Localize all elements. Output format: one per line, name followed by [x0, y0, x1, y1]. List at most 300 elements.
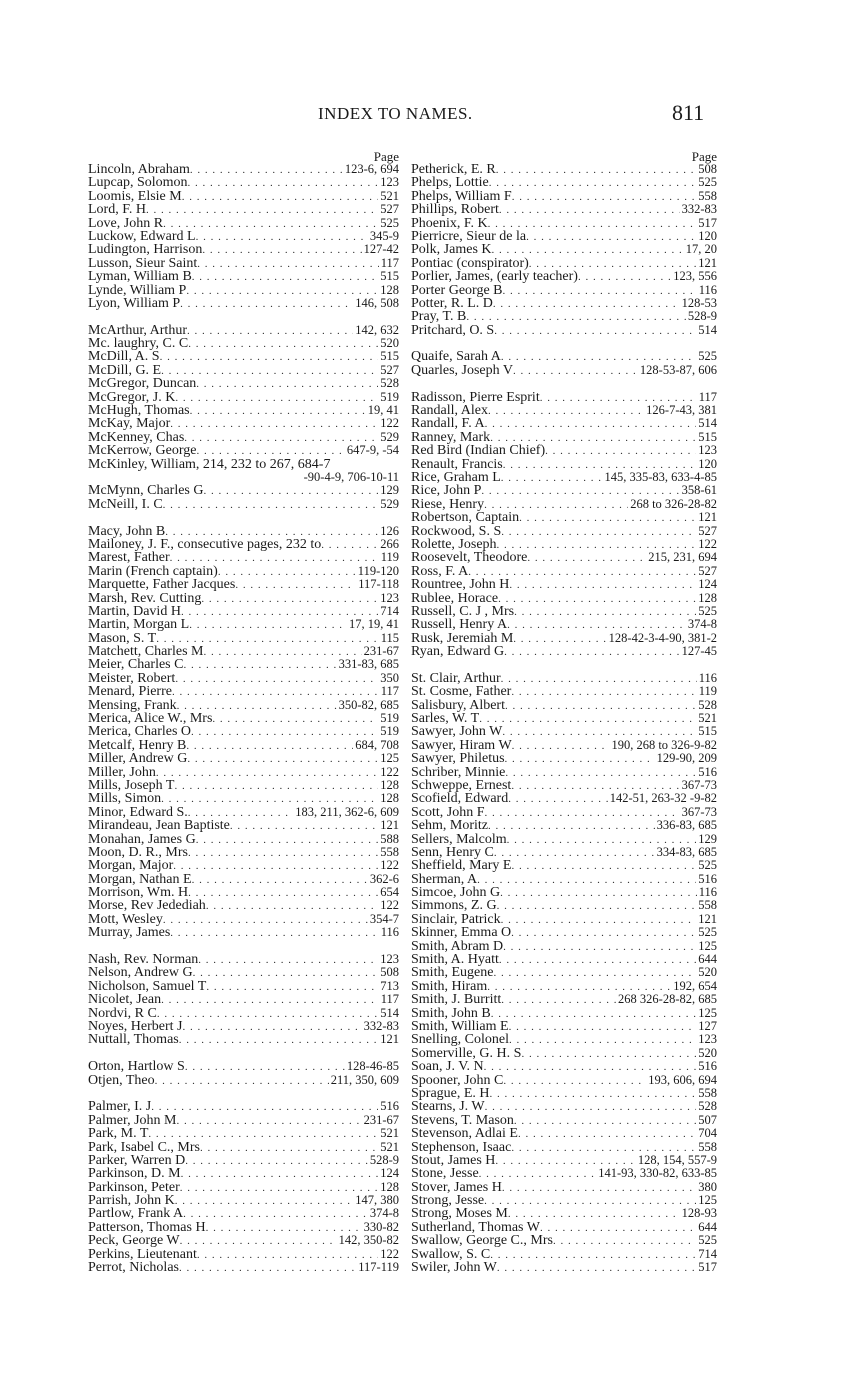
index-entry [411, 980, 717, 993]
entry-name: Schweppe, Ernest [411, 778, 512, 793]
index-entry [88, 618, 399, 631]
index-entry [88, 324, 399, 337]
entry-name: Lynde, William P [88, 283, 187, 297]
dot-leader [526, 231, 696, 243]
entry-pages: 116 [380, 926, 399, 940]
dot-leader [492, 244, 684, 256]
entry-name: Miller, Andrew G [88, 752, 188, 766]
dot-leader [495, 1155, 635, 1167]
index-letter-group [88, 953, 399, 1047]
entry-pages: 129-90, 209 [656, 752, 717, 766]
index-entry [88, 270, 399, 283]
dot-leader [494, 847, 655, 859]
dot-leader [494, 325, 696, 337]
entry-name: McKay, Major [88, 417, 171, 431]
index-entry [411, 605, 717, 618]
index-entry [411, 1007, 717, 1020]
entry-name: Soan, J. V. N [411, 1060, 484, 1074]
dot-leader [512, 740, 610, 752]
entry-pages: 525 [698, 926, 717, 940]
index-entry [411, 632, 717, 645]
entry-name: Marsh, Rev. Cutting [88, 591, 202, 605]
entry-pages: 514 [698, 417, 717, 431]
index-entry [411, 1194, 717, 1207]
entry-pages: 517 [698, 216, 717, 230]
entry-name: Meier, Charles C [88, 658, 184, 672]
dot-leader [212, 713, 378, 725]
index-entry [411, 243, 717, 256]
entry-pages: 141-93, 330-82, 633-85 [598, 1167, 717, 1181]
index-entry [88, 1074, 399, 1087]
entry-name: Parker, Warren D [88, 1153, 186, 1168]
entry-name: Red Bird (Indian Chief) [411, 444, 546, 458]
entry-pages: 128 [698, 591, 717, 605]
index-entry [88, 217, 399, 230]
entry-name: Smith, Abram D [411, 939, 504, 954]
dot-leader [218, 566, 356, 578]
index-entry [411, 270, 717, 283]
entry-name: Phoenix, F. K [411, 216, 488, 230]
entry-pages: 525 [698, 350, 717, 364]
entry-pages: 128, 154, 557-9 [637, 1153, 717, 1167]
entry-pages: 525 [698, 604, 717, 618]
entry-pages: 654 [380, 886, 399, 900]
dot-leader [503, 459, 696, 471]
entry-pages: 334-83, 685 [656, 845, 717, 859]
entry-name: Parkinson, Peter [88, 1180, 180, 1195]
entry-name: Mills, Joseph T [88, 778, 175, 793]
index-entry [88, 819, 399, 832]
index-entry [411, 926, 717, 939]
entry-name: Mason, S. T [88, 631, 157, 646]
entry-name: Mensing, Frank [88, 698, 177, 713]
entry-name: Smith, A. Hyatt [411, 953, 499, 967]
index-entry [88, 176, 399, 189]
entry-pages: 684, 708 [355, 738, 399, 752]
entry-name: Sarles, W. T [411, 712, 480, 726]
entry-pages: 527 [380, 203, 399, 217]
dot-leader [508, 793, 608, 805]
index-entry [88, 1194, 399, 1207]
dot-leader [155, 1075, 329, 1087]
dot-leader [175, 392, 378, 404]
entry-pages: 123, 556 [673, 270, 717, 284]
dot-leader [161, 793, 378, 805]
dot-leader [196, 834, 379, 846]
index-entry [411, 364, 717, 377]
dot-leader [201, 593, 378, 605]
dot-leader [197, 258, 378, 270]
index-entry [88, 1261, 399, 1274]
entry-pages: 126-7-43, 381 [646, 404, 717, 418]
entry-name: Menard, Pierre [88, 685, 172, 699]
dot-leader [553, 1235, 696, 1247]
dot-leader [185, 1155, 368, 1167]
entry-name: Partlow, Frank A [88, 1207, 184, 1221]
entry-name: Sawyer, Hiram W [411, 738, 512, 753]
entry-pages: 367-73 [681, 778, 717, 792]
entry-pages: 128 [380, 792, 399, 806]
dot-leader [174, 780, 378, 792]
entry-name: Stevenson, Adlai E [411, 1127, 518, 1141]
entry-pages: 127 [698, 1020, 717, 1033]
entry-name: Russell, C. J , Mrs [411, 604, 515, 619]
entry-name: Mailoney, J. F., consecutive pages, 232 to [88, 537, 322, 552]
index-letter-group [411, 350, 717, 377]
entry-pages: 231-67 [363, 1113, 399, 1127]
entry-name: Martin, Morgan L [88, 618, 190, 632]
dot-leader [204, 485, 379, 497]
entry-pages: 374-8 [687, 618, 717, 632]
index-entry [411, 176, 717, 189]
entry-pages: 528-9 [687, 310, 717, 324]
entry-name: Marquette, Father Jacques [88, 578, 236, 592]
dot-leader [196, 231, 368, 243]
index-entry [411, 806, 717, 819]
entry-name: Matchett, Charles M [88, 645, 204, 659]
dot-leader [170, 418, 378, 430]
dot-leader [490, 1249, 696, 1261]
dot-leader [165, 526, 378, 538]
entry-name: Phillips, Robert [411, 203, 499, 217]
entry-name: Orton, Hartlow S [88, 1060, 185, 1074]
dot-leader [180, 1182, 378, 1194]
dot-leader [488, 405, 644, 417]
dot-leader [519, 512, 696, 524]
entry-pages: 354-7 [369, 912, 399, 926]
index-entry [88, 190, 399, 203]
index-entry [88, 1020, 399, 1033]
index-entry [411, 350, 717, 363]
dot-leader [170, 552, 379, 564]
entry-name: Martin, David H [88, 604, 181, 619]
entry-pages: 362-6 [369, 872, 399, 886]
entry-name: Randall, Alex [411, 404, 488, 418]
index-entry [411, 685, 717, 698]
dot-leader [188, 887, 378, 899]
dot-leader [163, 218, 378, 230]
entry-pages: 514 [380, 1006, 399, 1020]
dot-leader [187, 325, 353, 337]
entry-name: Sawyer, John W [411, 725, 503, 739]
index-entry [411, 1100, 717, 1113]
index-entry [411, 444, 717, 457]
dot-leader [188, 807, 294, 819]
entry-name: McMynn, Charles G [88, 484, 204, 498]
index-entry [88, 1141, 399, 1154]
entry-pages: 268 326-28-82, 685 [618, 993, 717, 1007]
dot-leader [488, 218, 697, 230]
entry-pages: 527 [698, 564, 717, 578]
entry-pages: 527 [698, 524, 717, 538]
dot-leader [481, 485, 679, 497]
entry-pages: 558 [698, 1086, 717, 1100]
index-entry [411, 190, 717, 203]
dot-leader [540, 392, 697, 404]
index-entry [88, 203, 399, 216]
dot-leader [487, 981, 671, 993]
entry-name: Pritchard, O. S [411, 323, 495, 338]
dot-leader [503, 941, 696, 953]
entry-name: Love, John R [88, 216, 164, 230]
entry-name: Ross, F. A [411, 564, 469, 579]
entry-name: Lupcap, Solomon [88, 176, 188, 190]
entry-name: McHugh, Thomas [88, 404, 190, 418]
dot-leader [484, 1061, 697, 1073]
dot-leader [177, 700, 337, 712]
dot-leader [196, 445, 344, 457]
entry-pages: 332-83 [363, 1020, 399, 1033]
index-entry [411, 1181, 717, 1194]
entry-name: Monahan, James G [88, 832, 196, 846]
entry-name: Rice, John P [411, 484, 482, 498]
entry-pages: 367-73 [681, 805, 717, 819]
entry-name: Swiler, John W [411, 1261, 497, 1275]
index-entry [411, 940, 717, 953]
entry-pages: 128-53 [681, 296, 717, 310]
entry-name: Rockwood, S. S [411, 524, 502, 538]
dot-leader [196, 378, 378, 390]
entry-name: Lusson, Sieur Saint [88, 256, 198, 271]
dot-leader [197, 1249, 378, 1261]
index-entry [88, 886, 399, 899]
index-entry [88, 578, 399, 591]
entry-name: Russell, Henry A [411, 618, 508, 632]
dot-leader [190, 164, 343, 176]
dot-leader [527, 552, 646, 564]
entry-pages: 527 [380, 363, 399, 377]
entry-pages: 125 [698, 1194, 717, 1208]
entry-pages: 127-42 [363, 243, 399, 257]
entry-name: Roosevelt, Theodore [411, 551, 528, 565]
entry-name: Simcoe, John G [411, 886, 501, 900]
dot-leader [490, 1088, 697, 1100]
dot-leader [503, 1075, 646, 1087]
entry-name: Phelps, William F [411, 189, 512, 204]
entry-name: Randall, F. A [411, 417, 485, 431]
index-entry [411, 1141, 717, 1154]
dot-leader [183, 1208, 368, 1220]
index-entry [88, 899, 399, 912]
dot-leader [479, 713, 696, 725]
entry-pages: 332-83 [681, 203, 717, 217]
entry-pages: 521 [380, 1140, 399, 1154]
entry-pages: 117 [698, 390, 717, 404]
dot-leader [484, 499, 628, 511]
index-entry [88, 1181, 399, 1194]
entry-pages: 508 [380, 966, 399, 980]
dot-leader [485, 1101, 697, 1113]
index-entry [411, 859, 717, 872]
index-entry [88, 391, 399, 404]
dot-leader [188, 177, 379, 189]
index-entry [88, 364, 399, 377]
dot-leader [507, 834, 697, 846]
index-entry [88, 1033, 399, 1046]
entry-pages: 146, 508 [355, 296, 399, 310]
entry-pages: 330-82 [363, 1220, 399, 1234]
entry-name: Quaife, Sarah A [411, 350, 501, 364]
entry-name: Metcalf, Henry B [88, 738, 187, 753]
entry-pages: 116 [698, 671, 717, 685]
index-entry [88, 377, 399, 390]
entry-pages: 122 [380, 859, 399, 873]
index-entry [411, 792, 717, 805]
dot-leader [479, 1168, 597, 1180]
dot-leader [192, 874, 368, 886]
dot-leader [505, 700, 696, 712]
index-entry [88, 806, 399, 819]
entry-pages: 183, 211, 362-6, 609 [295, 805, 399, 819]
dot-leader [498, 593, 696, 605]
index-entry [411, 257, 717, 270]
dot-leader [156, 633, 379, 645]
dot-leader [181, 606, 378, 618]
entry-name: Sinclair, Patrick [411, 912, 501, 927]
entry-name: Petherick, E. R [411, 163, 496, 177]
entry-name: Park, M. T [88, 1127, 149, 1141]
page-column-label: Page [373, 149, 399, 164]
index-entry [411, 431, 717, 444]
dot-leader [501, 994, 616, 1006]
entry-pages: 122 [380, 417, 399, 431]
dot-leader [499, 954, 696, 966]
entry-pages: 117 [380, 993, 399, 1007]
index-entry [411, 953, 717, 966]
entry-pages: 268 to 326-28-82 [630, 497, 717, 511]
entry-name: Rolette, Joseph [411, 537, 497, 552]
entry-name: Pray, T. B [411, 310, 467, 324]
entry-name: Morse, Rev Jedediah [88, 899, 206, 913]
index-entry [411, 1020, 717, 1033]
entry-name: McGregor, J. K [88, 390, 176, 405]
index-column-right [411, 150, 717, 1288]
entry-pages: 714 [380, 604, 399, 618]
index-entry [411, 1234, 717, 1247]
index-entry [411, 484, 717, 497]
entry-pages: 193, 606, 694 [648, 1073, 717, 1087]
entry-pages: 528 [698, 1100, 717, 1114]
index-entry [88, 926, 399, 939]
index-entry [411, 297, 717, 310]
entry-pages: 122 [380, 899, 399, 913]
index-entry [88, 484, 399, 497]
index-entry [411, 766, 717, 779]
index-entry [88, 230, 399, 243]
entry-name: Rice, Graham L [411, 470, 501, 485]
index-entry [88, 672, 399, 685]
index-entry [88, 538, 399, 551]
index-entry [411, 1127, 717, 1140]
entry-name: Smith, William E [411, 1020, 509, 1034]
entry-pages: 520 [698, 966, 717, 980]
entry-name: Sherman, A [411, 872, 478, 887]
entry-pages: 515 [380, 270, 399, 284]
entry-pages: 525 [698, 1234, 717, 1248]
entry-name: Scott, John F [411, 805, 485, 820]
entry-pages: 558 [698, 899, 717, 913]
dot-leader [512, 191, 697, 203]
index-entry [411, 886, 717, 899]
dot-leader [491, 1008, 697, 1020]
entry-name: Parrish, John K [88, 1194, 175, 1208]
dot-leader [501, 914, 697, 926]
dot-leader [161, 365, 378, 377]
entry-name: Merica, Alice W., Mrs [88, 712, 213, 726]
entry-name: Polk, James K [411, 243, 492, 257]
index-column-left [88, 150, 399, 1288]
entry-name: Lyon, William P [88, 296, 181, 311]
dot-leader [186, 285, 378, 297]
entry-name: Palmer, John M [88, 1113, 177, 1128]
entry-name: Simmons, Z. G [411, 899, 497, 913]
dot-leader [188, 847, 378, 859]
dot-leader [182, 1021, 361, 1033]
index-letter-group [411, 391, 717, 659]
entry-name: McDill, G. E [88, 363, 162, 378]
entry-pages: 516 [698, 872, 717, 886]
index-entry [411, 498, 717, 511]
entry-name: Salisbury, Albert [411, 698, 505, 713]
entry-name: Spooner, John C [411, 1073, 504, 1087]
entry-name: McGregor, Duncan [88, 377, 197, 391]
dot-leader [163, 499, 379, 511]
entry-pages: 507 [698, 1113, 717, 1127]
entry-name: Moon, D. R., Mrs [88, 845, 188, 860]
entry-name: Otjen, Theo [88, 1073, 155, 1087]
entry-pages: 704 [698, 1127, 717, 1141]
dot-leader [185, 1061, 345, 1073]
entry-pages: 119 [380, 551, 399, 565]
entry-pages: 517 [698, 1261, 717, 1275]
entry-pages: 520 [380, 337, 399, 351]
entry-pages: 350 [380, 671, 399, 685]
entry-pages: 125 [698, 1006, 717, 1020]
index-entry [411, 1154, 717, 1167]
entry-pages: 529 [380, 497, 399, 511]
entry-name: Smith, Eugene [411, 966, 494, 980]
dot-leader [493, 967, 696, 979]
entry-name: Skinner, Emma O [411, 926, 512, 940]
dot-leader [489, 177, 696, 189]
index-entry [411, 1033, 717, 1046]
entry-name: Ludington, Harrison [88, 243, 203, 257]
index-entry [88, 658, 399, 671]
entry-pages: 380 [698, 1180, 717, 1194]
entry-name: Schriber, Minnie [411, 765, 506, 779]
index-entry [411, 565, 717, 578]
entry-name: Renault, Francis [411, 457, 503, 471]
entry-name: Sutherland, Thomas W [411, 1220, 540, 1235]
dot-leader [511, 686, 696, 698]
dot-leader [497, 1262, 696, 1274]
dot-leader [157, 1008, 378, 1020]
dot-leader [186, 740, 353, 752]
index-entry-continuation [88, 471, 399, 484]
dot-leader [182, 191, 379, 203]
entry-name: Mills, Simon [88, 792, 162, 806]
dot-leader [468, 566, 696, 578]
dot-leader [521, 1048, 696, 1060]
dot-leader [509, 579, 696, 591]
index-entry [88, 337, 399, 350]
index-entry [88, 284, 399, 297]
dot-leader [513, 365, 638, 377]
entry-name: Nordvi, R C [88, 1006, 157, 1020]
entry-pages: 529 [380, 430, 399, 444]
entry-name: Porter George B [411, 283, 503, 297]
entry-pages: 120 [698, 229, 717, 243]
